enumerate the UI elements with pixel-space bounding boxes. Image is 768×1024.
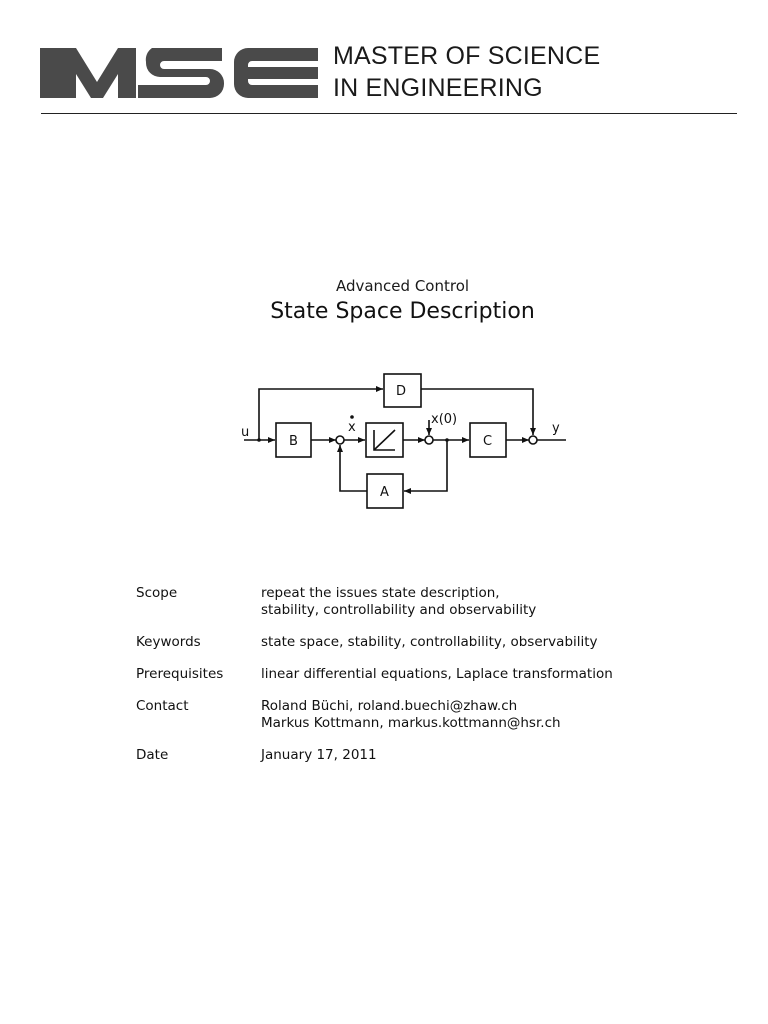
info-row-scope: [136, 585, 696, 619]
block-b-label: B: [289, 434, 298, 449]
info-label: Keywords: [136, 634, 201, 650]
info-value-line: Markus Kottmann, markus.kottmann@hsr.ch: [261, 715, 561, 731]
info-value: [261, 585, 696, 619]
info-value: [261, 634, 696, 651]
sum-junction-1: [336, 436, 344, 444]
info-row-date: [136, 747, 696, 764]
block-d-label: D: [396, 384, 407, 399]
header-divider: [41, 113, 737, 114]
info-label: Prerequisites: [136, 666, 224, 682]
sum-junction-2: [425, 436, 433, 444]
info-value-line: stability, controllability and observability: [261, 602, 537, 618]
block-c-label: C: [483, 434, 493, 449]
info-label: Scope: [136, 585, 178, 601]
page-header: [0, 0, 768, 120]
info-label: Contact: [136, 698, 189, 714]
program-line-1: MASTER OF SCIENCE: [333, 42, 601, 70]
initial-state-label: x(0): [431, 412, 458, 427]
input-label-u: u: [241, 425, 250, 440]
info-label: Date: [136, 747, 169, 763]
program-line-2: IN ENGINEERING: [333, 74, 543, 102]
mse-logo: [40, 44, 320, 100]
info-row-contact: [136, 698, 696, 732]
document-title: State Space Description: [270, 299, 535, 324]
info-value-line: January 17, 2011: [261, 747, 377, 763]
output-label-y: y: [552, 421, 560, 436]
document-subtitle: Advanced Control: [335, 277, 470, 295]
block-a-label: A: [380, 485, 389, 500]
state-space-block-diagram: [230, 360, 580, 520]
info-value-line: Roland Büchi, roland.buechi@zhaw.ch: [261, 698, 518, 714]
program-name: [333, 40, 600, 104]
info-row-prerequisites: [136, 666, 696, 683]
info-value-line: repeat the issues state description,: [261, 585, 500, 601]
info-row-keywords: [136, 634, 696, 651]
info-value-line: state space, stability, controllability, observability: [261, 634, 598, 650]
state-derivative-label: x: [348, 420, 356, 435]
info-value: [261, 698, 696, 732]
info-value-line: linear differential equations, Laplace transformation: [261, 666, 613, 682]
info-value: [261, 666, 696, 683]
info-value: [261, 747, 696, 764]
document-info-table: [136, 585, 696, 779]
sum-junction-3: [529, 436, 537, 444]
